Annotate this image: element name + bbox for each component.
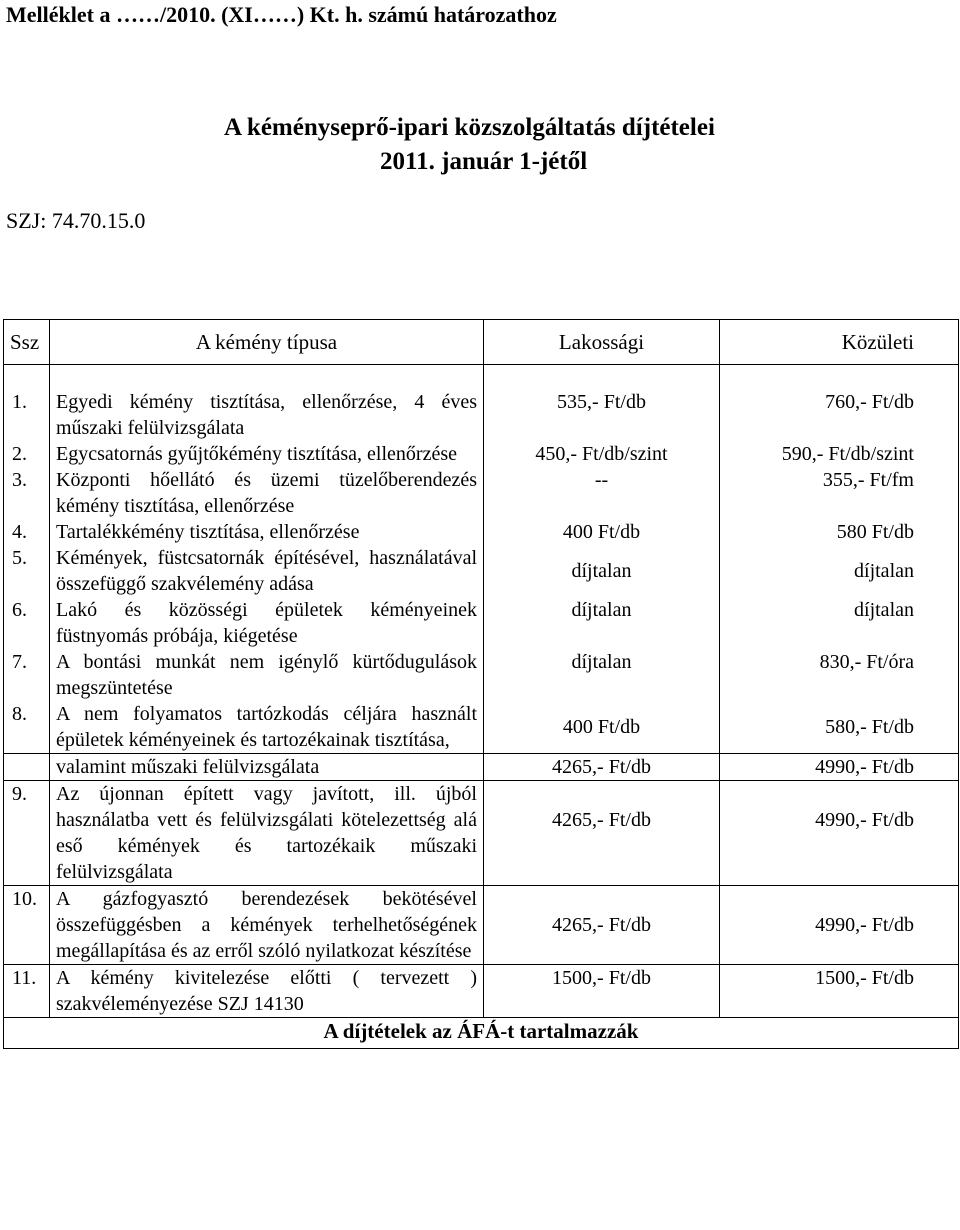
row-public-price: 4990,- Ft/db [720, 780, 959, 885]
row-description: Egyedi kémény tisztítása, ellenőrzése, 4 éves műszaki felülvizsgálata [50, 389, 484, 441]
row-public-price: díjtalan [720, 545, 959, 597]
row-public-price: 1500,- Ft/db [720, 964, 959, 1017]
table-row [4, 780, 959, 885]
row-number: 9. [4, 780, 50, 885]
row-description: Tartalékkémény tisztítása, ellenőrzése [50, 519, 484, 545]
row-residential-price: 450,- Ft/db/szint [484, 441, 720, 467]
szj-code: SZJ: 74.70.15.0 [6, 208, 146, 233]
row-number: 1. [4, 389, 50, 441]
row-number: 10. [4, 885, 50, 964]
row-residential-price: díjtalan [484, 545, 720, 597]
row-number [4, 753, 50, 780]
row-residential-price: 4265,- Ft/db [484, 753, 720, 780]
table-row [4, 441, 959, 467]
row-description: Kémények, füstcsatornák építésével, használatával összefüggő szakvélemény adása [50, 545, 484, 597]
row-residential-price: -- [484, 467, 720, 519]
row-number: 5. [4, 545, 50, 597]
document-subtitle: 2011. január 1-jétől [380, 148, 588, 175]
row-description: A kémény kivitelezése előtti ( tervezett ) szakvéleményezése SZJ 14130 [50, 964, 484, 1017]
table-row [4, 597, 959, 649]
table-row [4, 649, 959, 701]
row-public-price: 580,- Ft/db [720, 701, 959, 754]
table-row [4, 701, 959, 754]
row-number: 6. [4, 597, 50, 649]
row-residential-price: 400 Ft/db [484, 701, 720, 754]
row-residential-price: 400 Ft/db [484, 519, 720, 545]
document-header-line: Melléklet a ……/2010. (XI……) Kt. h. számú határozathoz [6, 2, 557, 27]
table-row [4, 964, 959, 1017]
row-number: 7. [4, 649, 50, 701]
row-public-price: 355,- Ft/fm [720, 467, 959, 519]
row-public-price: 590,- Ft/db/szint [720, 441, 959, 467]
row-residential-price: 535,- Ft/db [484, 389, 720, 441]
header-residential: Lakossági [484, 320, 720, 365]
header-chimney-type: A kémény típusa [50, 320, 484, 365]
row-residential-price: díjtalan [484, 597, 720, 649]
row-number: 2. [4, 441, 50, 467]
table-row [4, 389, 959, 441]
row-residential-price: díjtalan [484, 649, 720, 701]
fee-table-container [3, 319, 958, 1049]
row-residential-price: 4265,- Ft/db [484, 885, 720, 964]
table-row [4, 545, 959, 597]
vat-note: A díjtételek az ÁFÁ-t tartalmazzák [4, 1017, 959, 1048]
row-public-price: 4990,- Ft/db [720, 753, 959, 780]
row-public-price: 580 Ft/db [720, 519, 959, 545]
row-public-price: díjtalan [720, 597, 959, 649]
table-row [4, 467, 959, 519]
row-description: valamint műszaki felülvizsgálata [50, 753, 484, 780]
row-description: Az újonnan épített vagy javított, ill. újból használatba vett és felülvizsgálati kötelezettség alá eső kémények és tartozékaik műszaki felülvizsgálata [50, 780, 484, 885]
header-public: Közületi [720, 320, 959, 365]
row-number: 4. [4, 519, 50, 545]
row-number: 11. [4, 964, 50, 1017]
row-description: Központi hőellátó és üzemi tüzelőberendezés kémény tisztítása, ellenőrzése [50, 467, 484, 519]
row-number: 8. [4, 701, 50, 754]
row-number: 3. [4, 467, 50, 519]
table-row [4, 519, 959, 545]
row-public-price: 4990,- Ft/db [720, 885, 959, 964]
table-footer-row [4, 1017, 959, 1048]
row-description: Lakó és közösségi épületek kéményeinek füstnyomás próbája, kiégetése [50, 597, 484, 649]
row-description: A nem folyamatos tartózkodás céljára használt épületek kéményeinek és tartozékainak tisztítása, [50, 701, 484, 754]
document-title: A kéményseprő-ipari közszolgáltatás díjtételei [224, 114, 715, 141]
row-residential-price: 1500,- Ft/db [484, 964, 720, 1017]
table-header-row [4, 320, 959, 365]
table-row [4, 885, 959, 964]
row-public-price: 760,- Ft/db [720, 389, 959, 441]
row-description: A bontási munkát nem igénylő kürtődugulások megszüntetése [50, 649, 484, 701]
row-public-price: 830,- Ft/óra [720, 649, 959, 701]
fee-table [3, 319, 959, 1049]
header-ssz: Ssz [4, 320, 50, 365]
row-description: A gázfogyasztó berendezések bekötésével összefüggésben a kémények terhelhetőségének megállapítása és az erről szóló nyilatkozat készítése [50, 885, 484, 964]
row-residential-price: 4265,- Ft/db [484, 780, 720, 885]
table-row [4, 753, 959, 780]
row-description: Egycsatornás gyűjtőkémény tisztítása, ellenőrzése [50, 441, 484, 467]
table-gap-row [4, 365, 959, 389]
